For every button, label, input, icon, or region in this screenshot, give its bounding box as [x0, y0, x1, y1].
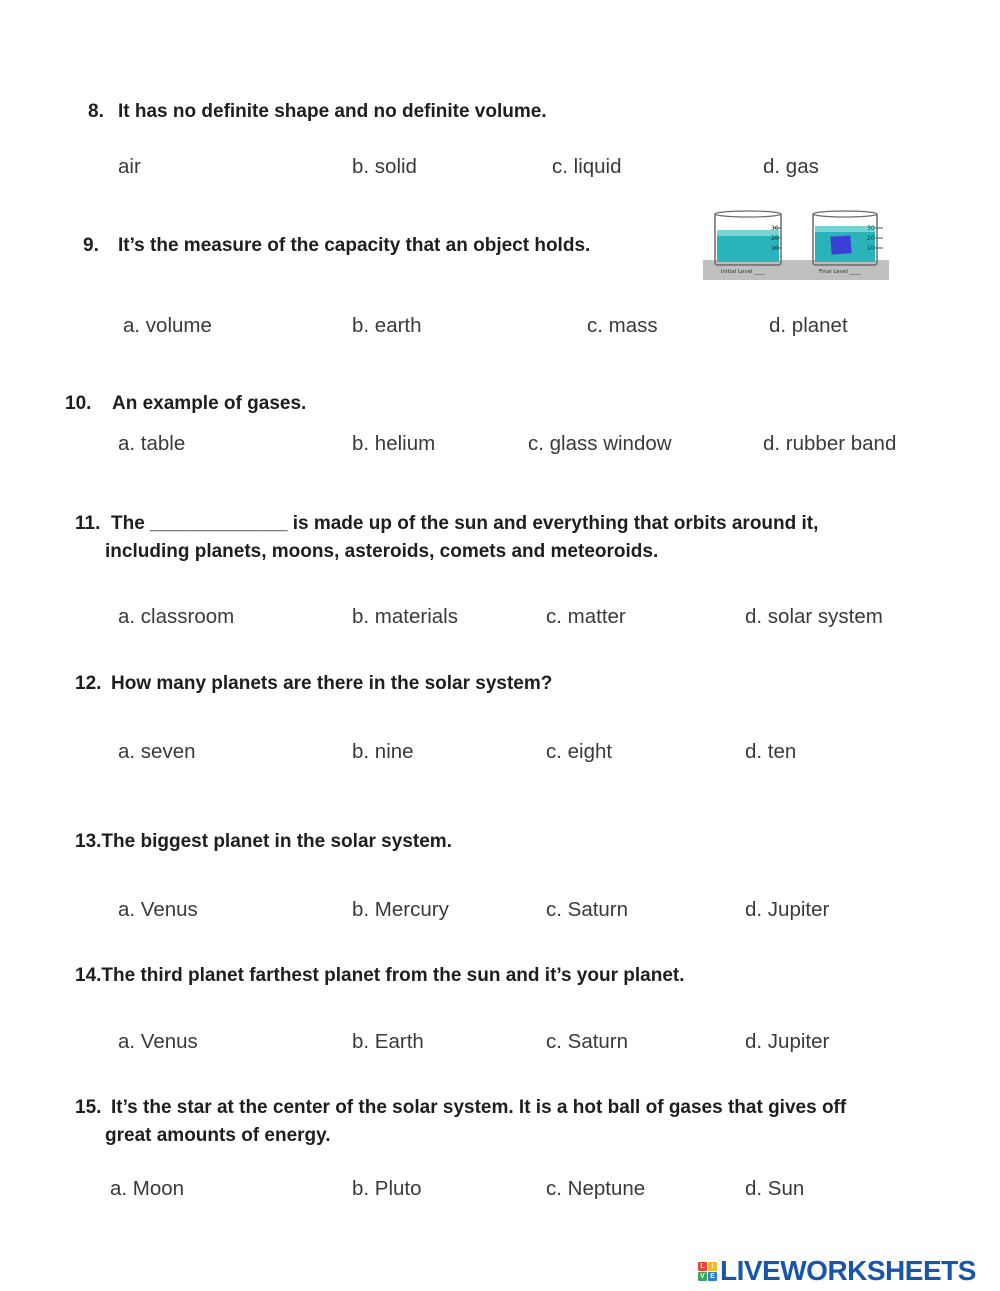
tick-label: 30	[867, 225, 875, 232]
option-d[interactable]: d. gas	[763, 155, 819, 178]
question-text: It’s the star at the center of the solar system. It is a hot ball of gases that gives off	[111, 1097, 847, 1118]
question-12	[75, 670, 552, 698]
liveworksheets-brand	[698, 1254, 976, 1288]
tick-label: 10	[867, 245, 875, 252]
option-c[interactable]: c. Saturn	[546, 1030, 629, 1053]
initial-level-caption: Initial Level ____	[721, 269, 766, 275]
question-number: 11.	[75, 513, 101, 534]
brand-text: LIVEWORKSHEETS	[720, 1255, 976, 1286]
option-c[interactable]: c. matter	[546, 605, 626, 628]
option-d[interactable]: d. planet	[769, 314, 848, 337]
question-8	[88, 98, 547, 126]
option-b[interactable]: b. helium	[352, 432, 436, 455]
tick-label: 10	[771, 245, 779, 252]
question-number: 9.	[83, 235, 99, 256]
option-b[interactable]: b. solid	[352, 155, 417, 178]
question-14	[75, 962, 685, 990]
question-11-continuation: including planets, moons, asteroids, comets and meteoroids.	[105, 541, 659, 562]
option-c[interactable]: c. mass	[587, 314, 658, 337]
option-a[interactable]: a. seven	[118, 740, 196, 763]
question-text: The biggest planet in the solar system.	[101, 831, 452, 852]
option-a[interactable]: a. Moon	[110, 1177, 185, 1200]
question-13	[75, 828, 452, 856]
beaker-volume-figure	[703, 200, 889, 280]
question-text: It has no definite shape and no definite volume.	[118, 101, 547, 122]
logo-letter: V	[698, 1272, 707, 1281]
logo-letter: E	[708, 1272, 717, 1281]
question-number: 14.	[75, 965, 102, 986]
option-a[interactable]: air	[118, 155, 141, 178]
option-c[interactable]: c. liquid	[552, 155, 622, 178]
question-text: The _____________ is made up of the sun and everything that orbits around it,	[111, 513, 819, 534]
question-number: 8.	[88, 101, 104, 122]
liveworksheets-logo-icon	[698, 1262, 717, 1281]
question-9	[83, 232, 590, 260]
option-a[interactable]: a. Venus	[118, 1030, 198, 1053]
option-d[interactable]: d. solar system	[745, 605, 883, 628]
option-a[interactable]: a. classroom	[118, 605, 235, 628]
option-b[interactable]: b. Mercury	[352, 898, 449, 921]
question-text: It’s the measure of the capacity that an object holds.	[118, 235, 591, 256]
option-c[interactable]: c. eight	[546, 740, 613, 763]
option-b[interactable]: b. Earth	[352, 1030, 424, 1053]
option-a[interactable]: a. volume	[123, 314, 212, 337]
question-10	[65, 390, 306, 418]
question-number: 13.	[75, 831, 102, 852]
option-b[interactable]: b. nine	[352, 740, 414, 763]
logo-letter: L	[698, 1262, 707, 1271]
option-b[interactable]: b. earth	[352, 314, 422, 337]
option-a[interactable]: a. table	[118, 432, 186, 455]
tick-label: 20	[867, 235, 875, 242]
question-number: 15.	[75, 1097, 102, 1118]
logo-letter: I	[708, 1262, 717, 1271]
question-number: 10.	[65, 393, 92, 414]
question-11	[75, 510, 818, 538]
option-b[interactable]: b. materials	[352, 605, 458, 628]
option-b[interactable]: b. Pluto	[352, 1177, 422, 1200]
option-d[interactable]: d. Jupiter	[745, 1030, 830, 1053]
question-text: An example of gases.	[112, 393, 307, 414]
option-c[interactable]: c. glass window	[528, 432, 672, 455]
question-text: How many planets are there in the solar system?	[111, 673, 553, 694]
option-d[interactable]: d. Jupiter	[745, 898, 830, 921]
option-d[interactable]: d. rubber band	[763, 432, 897, 455]
option-a[interactable]: a. Venus	[118, 898, 198, 921]
tick-label: 30	[771, 225, 779, 232]
question-15	[75, 1094, 846, 1122]
option-c[interactable]: c. Saturn	[546, 898, 629, 921]
question-number: 12.	[75, 673, 102, 694]
option-c[interactable]: c. Neptune	[546, 1177, 646, 1200]
option-d[interactable]: d. ten	[745, 740, 797, 763]
final-level-caption: Final Level ____	[819, 269, 861, 275]
option-d[interactable]: d. Sun	[745, 1177, 805, 1200]
tick-label: 20	[771, 235, 779, 242]
question-text: The third planet farthest planet from the sun and it’s your planet.	[101, 965, 685, 986]
question-15-continuation: great amounts of energy.	[105, 1125, 331, 1146]
